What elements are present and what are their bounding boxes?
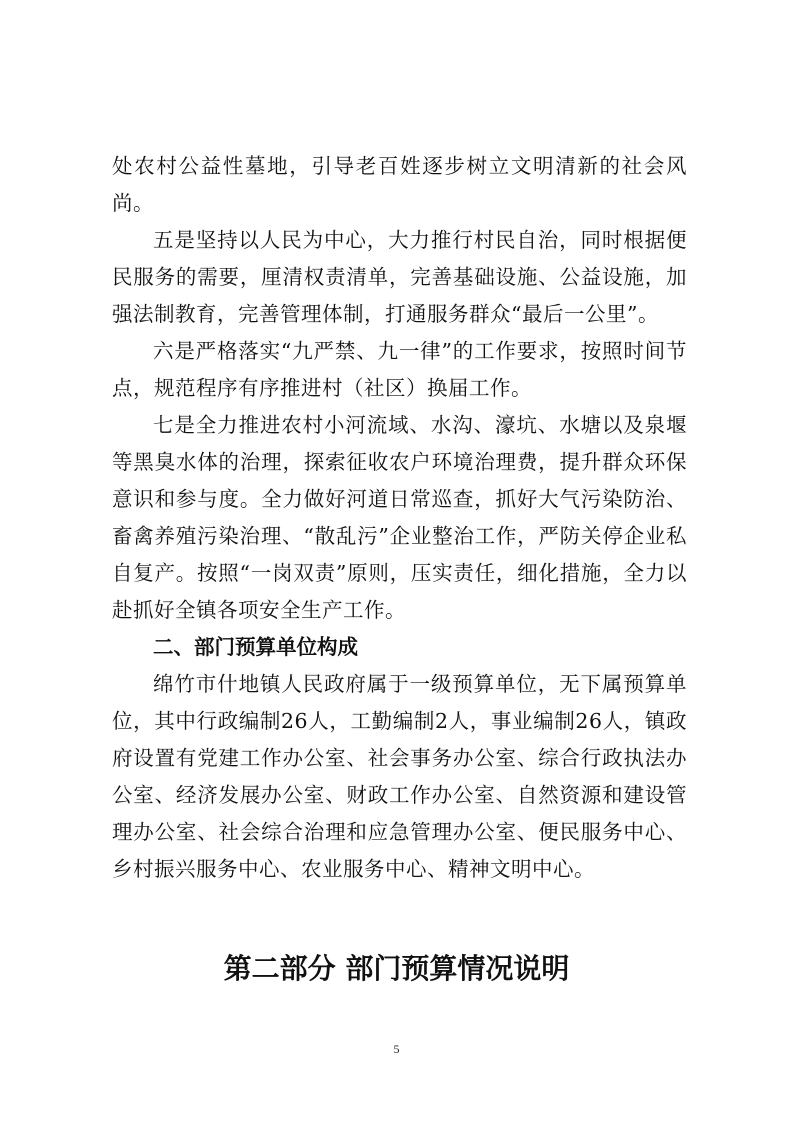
paragraph-item-seven: 七是全力推进农村小河流域、水沟、濠坑、水塘以及泉堰等黑臭水体的治理，探索征收农户环境治理费，提升群众环保意识和参与度。全力做好河道日常巡查，抓好大气污染防治、畜禽养殖污染治理、“散乱污”企业整治工作，严防关停企业私自复产。按照“一岗双责”原则，压实责任，细化措施，全力以赴抓好全镇各项安全生产工作。 <box>112 413 687 622</box>
paragraph-item-five: 五是坚持以人民为中心，大力推行村民自治，同时根据便民服务的需要，厘清权责清单，完善基础设施、公益设施，加强法制教育，完善管理体制，打通服务群众“最后一公里”。 <box>112 228 687 326</box>
section-heading: 二、部门预算单位构成 <box>153 635 358 659</box>
paragraph-item-six: 六是严格落实“九严禁、九一律”的工作要求，按照时间节点，规范程序有序推进村（社区）换届工作。 <box>112 339 687 400</box>
page-number: 5 <box>393 1042 400 1056</box>
paragraph-continuation: 处农村公益性墓地，引导老百姓逐步树立文明清新的社会风尚。 <box>112 154 687 215</box>
document-body <box>112 148 687 888</box>
part-title: 第二部分 部门预算情况说明 <box>223 952 570 985</box>
section-paragraph: 绵竹市什地镇人民政府属于一级预算单位，无下属预算单位，其中行政编制26人，工勤编制2人，事业编制26人，镇政府设置有党建工作办公室、社会事务办公室、综合行政执法办公室、经济发展办公室、财政工作办公室、自然资源和建设管理办公室、社会综合治理和应急管理办公室、便民服务中心、乡村振兴服务中心、农业服务中心、精神文明中心。 <box>112 672 687 881</box>
